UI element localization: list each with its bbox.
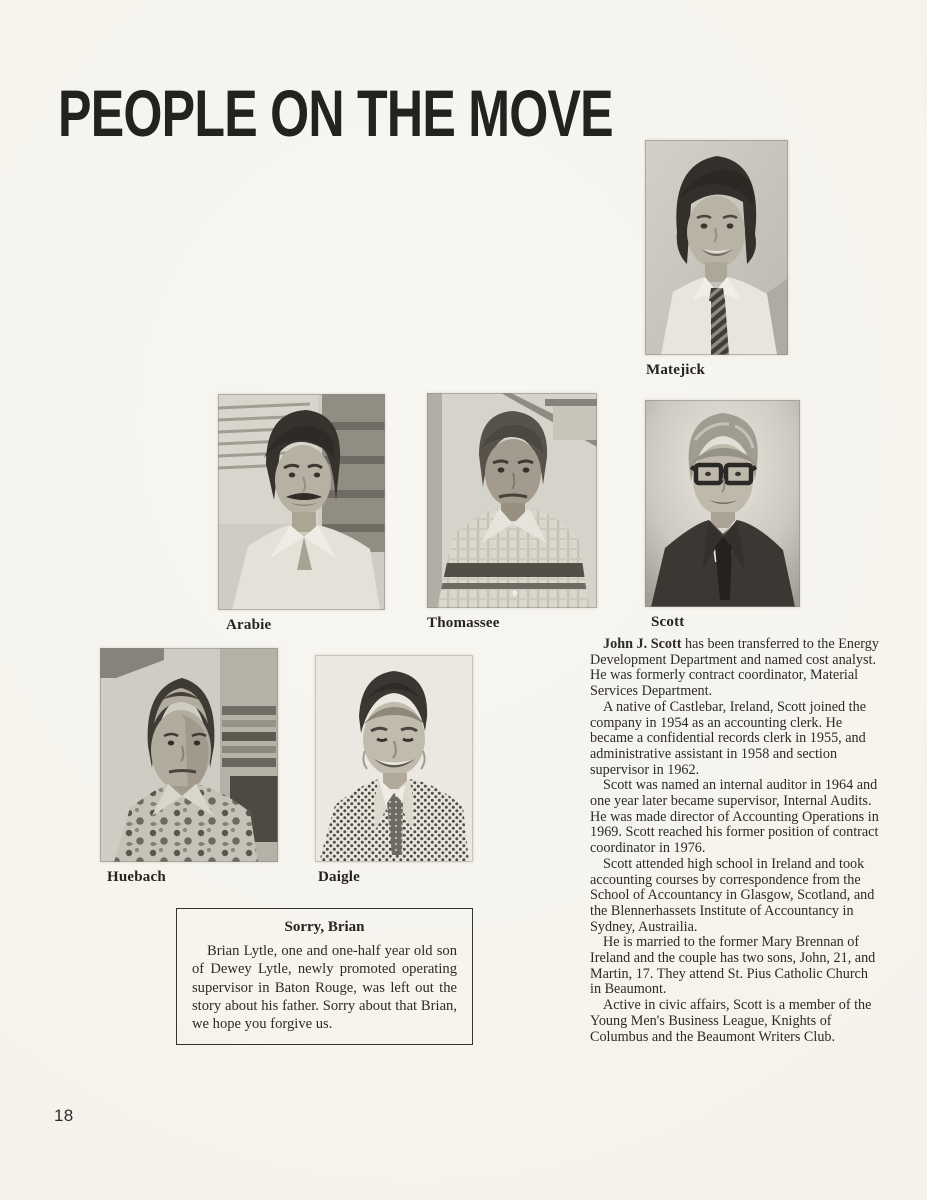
sorry-brian-body: Brian Lytle, one and one-half year old son of Dewey Lytle, newly promoted operating supervisor in Baton Rouge, was left out the story about his father. Sorry about that Brian, we hope you forgive us. <box>192 942 457 1033</box>
page-title: PEOPLE ON THE MOVE <box>58 76 613 151</box>
photo-figure-thomassee <box>427 393 597 632</box>
arabie-caption: Arabie <box>226 617 272 633</box>
scott-portrait-photo <box>645 400 800 607</box>
article-lead-name: John J. Scott <box>603 636 682 652</box>
article-paragraph-2: A native of Castlebar, Ireland, Scott joined the company in 1954 as an accounting clerk. He became a confidential records clerk in 1955, and administrative assistant in 1958 and section supervisor in 1962. <box>590 698 867 778</box>
photo-figure-daigle <box>315 655 473 886</box>
photo-figure-huebach <box>100 648 278 886</box>
article-paragraph-1 <box>590 637 880 700</box>
sorry-brian-box <box>176 908 473 1045</box>
page-number: 18 <box>54 1106 74 1125</box>
thomassee-caption: Thomassee <box>427 615 500 631</box>
daigle-caption: Daigle <box>318 869 361 885</box>
sorry-brian-title: Sorry, Brian <box>284 919 365 935</box>
matejick-caption: Matejick <box>646 362 706 378</box>
scott-caption: Scott <box>651 614 685 630</box>
arabie-portrait-photo <box>218 394 385 610</box>
article-column <box>590 637 880 1045</box>
article-paragraph-3: Scott was named an internal auditor in 1964 and one year later became supervisor, Internal Audits. He was made director of Accounting Operations in 1969. Scott reached his former position of contract coordinator in 1976. <box>590 777 879 857</box>
article-paragraph-5: He is married to the former Mary Brennan of Ireland and the couple has two sons, John, 21, and Martin, 17. They attend St. Pius Catholic Church in Beaumont. <box>590 934 876 998</box>
article-paragraph-4: Scott attended high school in Ireland and took accounting courses by correspondence from the School of Accountancy in Glasgow, Scotland, and the Blennerhassets Institute of Accountancy in Sydney, Austrailia. <box>590 855 875 935</box>
matejick-portrait-photo <box>645 140 788 355</box>
photo-figure-arabie <box>218 394 385 634</box>
photo-figure-matejick <box>645 140 788 379</box>
article-lead-rest: has been transferred to the Energy Development Department and named cost analyst. He was formerly contract coordinator, Material Services Department. <box>590 636 879 700</box>
photo-figure-scott <box>645 400 800 631</box>
huebach-caption: Huebach <box>107 869 166 885</box>
thomassee-portrait-photo <box>427 393 597 608</box>
article-paragraph-6: Active in civic affairs, Scott is a member of the Young Men's Business League, Knights of Columbus and the Beaumont Writers Club. <box>590 997 872 1045</box>
huebach-portrait-photo <box>100 648 278 862</box>
daigle-portrait-photo <box>315 655 473 862</box>
